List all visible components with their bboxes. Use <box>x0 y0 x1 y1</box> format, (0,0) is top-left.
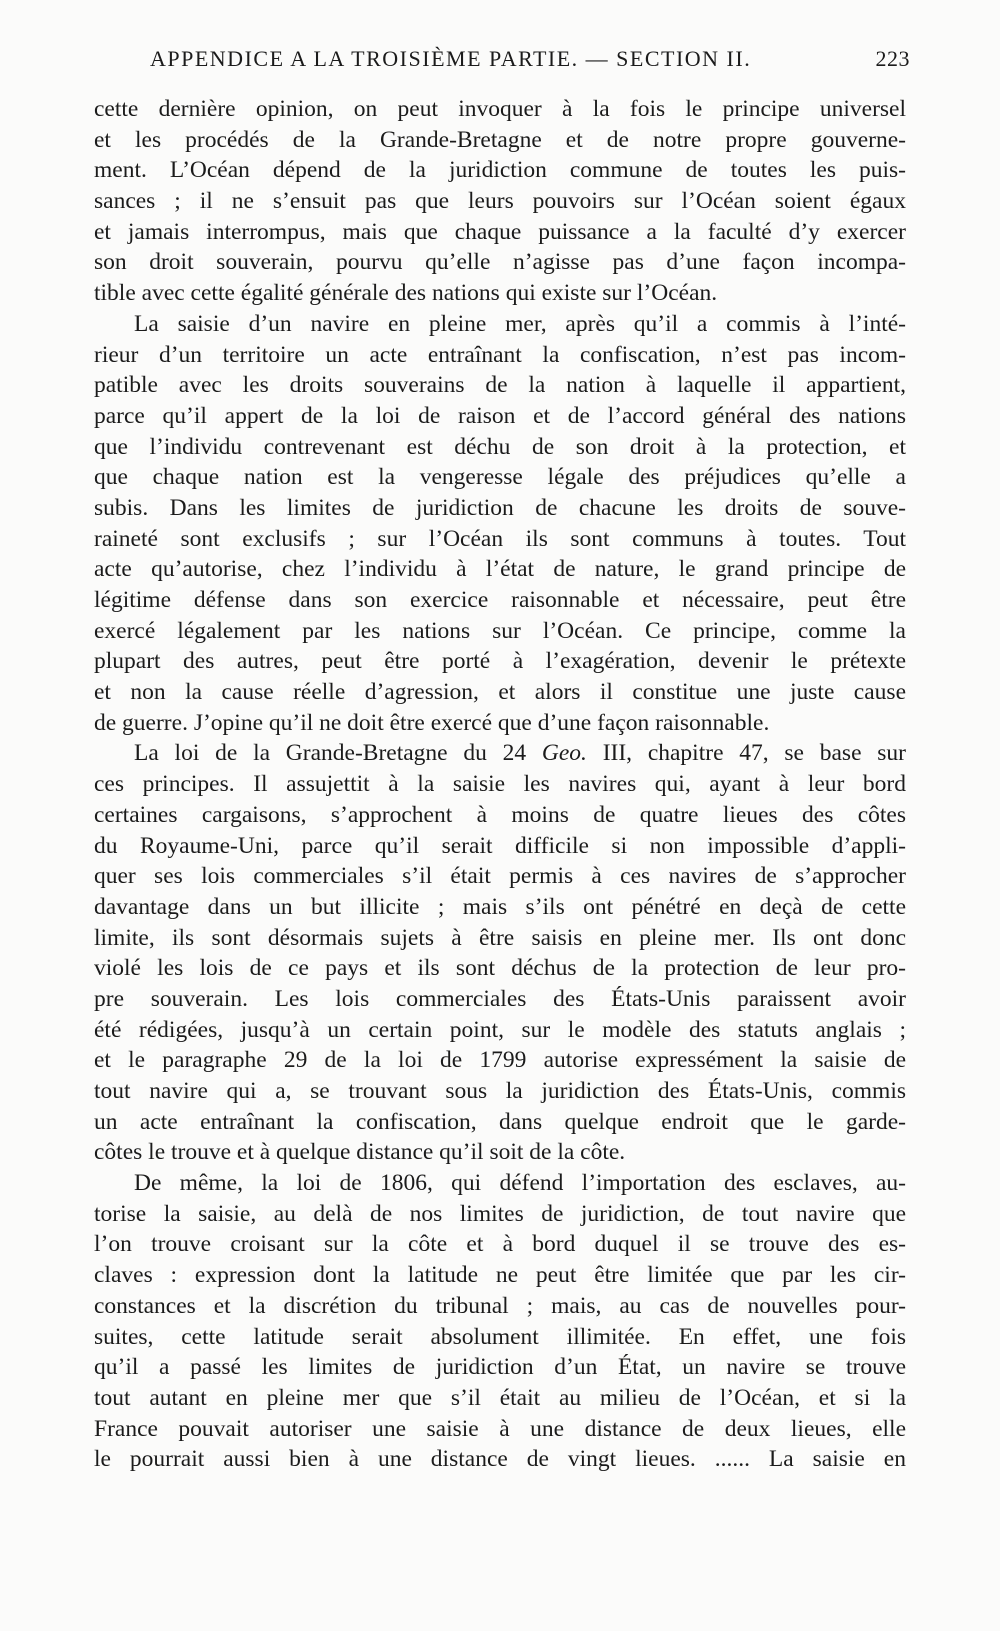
text-line: son droit souverain, pourvu qu’elle n’agisse pas d’une façon incompa- <box>94 249 906 276</box>
text-line: ment. L’Océan dépend de la juridiction commune de toutes les puis- <box>94 157 906 184</box>
running-head <box>150 44 910 74</box>
text-line: un acte entraînant la confiscation, dans quelque endroit que le garde- <box>94 1108 906 1135</box>
text-line: cette dernière opinion, on peut invoquer à la fois le principe universel <box>94 96 906 122</box>
running-title: APPENDICE A LA TROISIÈME PARTIE. — SECTION II. <box>150 46 752 71</box>
text-line: subis. Dans les limites de juridiction de chacune les droits de souve- <box>94 494 906 521</box>
italic-abbreviation: Geo. <box>541 740 587 767</box>
text-line: et non la cause réelle d’agression, et alors il constitue une juste cause <box>94 679 906 706</box>
text-line: tible avec cette égalité générale des nations qui existe sur l’Océan. <box>94 280 718 307</box>
text-line: parce qu’il appert de la loi de raison et de l’accord général des nations <box>94 402 906 429</box>
text-line: patible avec les droits souverains de la nation à laquelle il appartient, <box>94 372 906 399</box>
text-line: qu’il a passé les limites de juridiction d’un État, un navire se trouve <box>94 1354 906 1381</box>
text-line: tout navire qui a, se trouvant sous la juridiction des États-Unis, commis <box>94 1078 906 1104</box>
text-line: le pourrait aussi bien à une distance de vingt lieues. ...... La saisie en <box>94 1446 906 1473</box>
text-line: torise la saisie, au delà de nos limites de juridiction, de tout navire que <box>94 1200 906 1227</box>
text-line: suites, cette latitude serait absolument illimitée. En effet, une fois <box>94 1323 906 1350</box>
text-line: légitime défense dans son exercice raisonnable et nécessaire, peut être <box>94 587 906 613</box>
text-line: de guerre. J’opine qu’il ne doit être exercé que d’une façon raisonnable. <box>94 709 770 736</box>
text-line: l’on trouve croisant sur la côte et à bord duquel il se trouve des es- <box>94 1231 906 1258</box>
text-line: rieur d’un territoire un acte entraînant la confiscation, n’est pas incom- <box>94 341 906 368</box>
body-text <box>94 94 906 1475</box>
text-line: constances et la discrétion du tribunal ; mais, au cas de nouvelles pour- <box>94 1292 906 1319</box>
text-line: et les procédés de la Grande-Bretagne et de notre propre gouverne- <box>94 126 906 153</box>
text-line: exercé légalement par les nations sur l’Océan. Ce principe, comme la <box>94 617 906 644</box>
text-line: tout autant en pleine mer que s’il était au milieu de l’Océan, et si la <box>94 1384 906 1411</box>
text-line: pre souverain. Les lois commerciales des États-Unis paraissent avoir <box>94 985 906 1012</box>
text-line: plupart des autres, peut être porté à l’exagération, devenir le prétexte <box>94 648 906 675</box>
page-number: 223 <box>875 46 910 71</box>
text-line: et le paragraphe 29 de la loi de 1799 autorise expressément la saisie de <box>94 1047 906 1074</box>
text-line: davantage dans un but illicite ; mais s’ils ont pénétré en deçà de cette <box>94 893 906 920</box>
text-segment: III, chapitre 47, se base sur <box>586 740 906 767</box>
text-line: sances ; il ne s’ensuit pas que leurs pouvoirs sur l’Océan soient égaux <box>94 188 906 215</box>
text-segment: La loi de la Grande-Bretagne du 24 <box>134 740 542 767</box>
text-line <box>94 738 906 769</box>
text-line: été rédigées, jusqu’à un certain point, sur le modèle des statuts anglais ; <box>94 1016 906 1043</box>
text-line: et jamais interrompus, mais que chaque puissance a la faculté d’y exercer <box>94 218 906 245</box>
text-line: que l’individu contrevenant est déchu de son droit à la protection, et <box>94 433 906 460</box>
text-line: raineté sont exclusifs ; sur l’Océan ils sont communs à toutes. Tout <box>94 525 906 552</box>
text-line: De même, la loi de 1806, qui défend l’importation des esclaves, au- <box>134 1170 906 1197</box>
text-line: France pouvait autoriser une saisie à une distance de deux lieues, elle <box>94 1415 906 1442</box>
text-line: certaines cargaisons, s’approchent à moins de quatre lieues des côtes <box>94 801 906 828</box>
text-line: limite, ils sont désormais sujets à être saisis en pleine mer. Ils ont donc <box>94 924 906 951</box>
text-line: ces principes. Il assujettit à la saisie les navires qui, ayant à leur bord <box>94 771 906 798</box>
text-line: que chaque nation est la vengeresse légale des préjudices qu’elle a <box>94 464 906 491</box>
text-line: claves : expression dont la latitude ne peut être limitée que par les cir- <box>94 1262 906 1289</box>
text-line: quer ses lois commerciales s’il était permis à ces navires de s’approcher <box>94 863 906 890</box>
text-line: côtes le trouve et à quelque distance qu’il soit de la côte. <box>94 1139 626 1166</box>
text-line: La saisie d’un navire en pleine mer, après qu’il a commis à l’inté- <box>134 310 906 337</box>
text-line: du Royaume-Uni, parce qu’il serait difficile si non impossible d’appli- <box>94 832 906 859</box>
text-line: acte qu’autorise, chez l’individu à l’état de nature, le grand principe de <box>94 556 906 583</box>
text-line: violé les lois de ce pays et ils sont déchus de la protection de leur pro- <box>94 955 906 982</box>
